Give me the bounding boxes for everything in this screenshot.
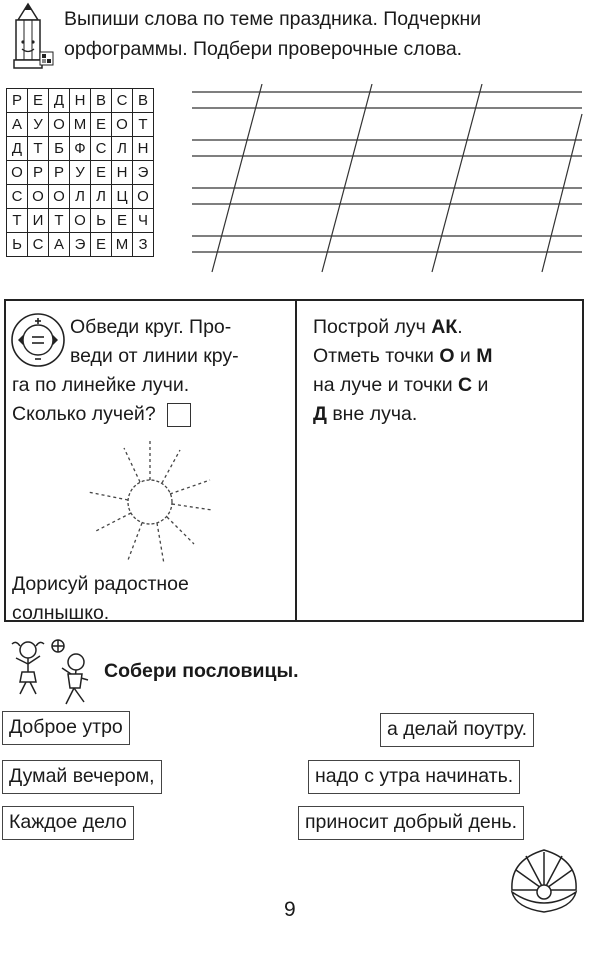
proverb-right-2[interactable]: надо с утра начинать. bbox=[308, 760, 520, 794]
answer-box[interactable] bbox=[167, 403, 191, 427]
text-segment: и bbox=[454, 345, 477, 367]
grid-cell[interactable]: И bbox=[28, 209, 49, 233]
grid-cell[interactable]: А bbox=[7, 113, 28, 137]
text-segment: вне луча. bbox=[326, 403, 418, 425]
grid-cell[interactable]: Д bbox=[49, 89, 70, 113]
text-segment: на луче и точки bbox=[313, 374, 459, 396]
task2-right-line3 bbox=[313, 371, 488, 400]
pencil-icon bbox=[6, 2, 56, 76]
grid-cell[interactable]: Е bbox=[91, 113, 112, 137]
grid-cell[interactable]: Ч bbox=[133, 209, 154, 233]
grid-cell[interactable]: У bbox=[28, 113, 49, 137]
point-label-s: С bbox=[458, 374, 473, 396]
letter-grid bbox=[6, 88, 154, 257]
grid-cell[interactable]: Л bbox=[91, 185, 112, 209]
grid-cell[interactable]: Л bbox=[70, 185, 91, 209]
point-label-m: М bbox=[476, 345, 493, 367]
task1-instruction: Выпиши слова по теме праздника. Подчеркни орфограммы. Подбери проверочные слова. bbox=[64, 8, 482, 60]
grid-row bbox=[7, 209, 154, 233]
grid-cell[interactable]: Т bbox=[7, 209, 28, 233]
task2-left-footer1: Дорисуй радостное bbox=[12, 573, 189, 595]
grid-row bbox=[7, 233, 154, 257]
grid-cell[interactable]: О bbox=[28, 185, 49, 209]
writing-lines bbox=[190, 84, 588, 274]
grid-cell[interactable]: М bbox=[70, 113, 91, 137]
text-segment: Построй луч bbox=[313, 316, 432, 338]
compare-icon bbox=[10, 312, 66, 368]
task2-left-line4 bbox=[12, 400, 191, 429]
grid-cell[interactable]: Ф bbox=[70, 137, 91, 161]
grid-cell[interactable]: С bbox=[91, 137, 112, 161]
task2-right-line2 bbox=[313, 342, 493, 371]
grid-cell[interactable]: О bbox=[133, 185, 154, 209]
grid-cell[interactable]: Ь bbox=[91, 209, 112, 233]
grid-cell[interactable]: Э bbox=[70, 233, 91, 257]
point-label-d: Д bbox=[313, 403, 327, 425]
ray-label: АК bbox=[431, 316, 458, 338]
panel-divider bbox=[295, 299, 297, 622]
grid-row bbox=[7, 185, 154, 209]
task2-right-line1 bbox=[313, 313, 463, 342]
point-label-o: О bbox=[439, 345, 455, 367]
seashell-icon bbox=[506, 846, 582, 916]
grid-cell[interactable]: Р bbox=[28, 161, 49, 185]
proverb-left-3[interactable]: Каждое дело bbox=[2, 806, 134, 840]
grid-cell[interactable]: О bbox=[70, 209, 91, 233]
task2-right-line4 bbox=[313, 400, 417, 429]
grid-cell[interactable]: Т bbox=[133, 113, 154, 137]
grid-cell[interactable]: О bbox=[7, 161, 28, 185]
grid-cell[interactable]: О bbox=[49, 113, 70, 137]
proverb-right-1[interactable]: а делай поутру. bbox=[380, 713, 534, 747]
page-number: 9 bbox=[284, 898, 296, 921]
grid-cell[interactable]: О bbox=[49, 185, 70, 209]
grid-cell[interactable]: С bbox=[7, 185, 28, 209]
grid-cell[interactable]: В bbox=[91, 89, 112, 113]
grid-cell[interactable]: Е bbox=[91, 233, 112, 257]
grid-cell[interactable]: М bbox=[112, 233, 133, 257]
grid-cell[interactable]: Ц bbox=[112, 185, 133, 209]
grid-cell[interactable]: Д bbox=[7, 137, 28, 161]
grid-cell[interactable]: А bbox=[49, 233, 70, 257]
grid-cell[interactable]: Н bbox=[112, 161, 133, 185]
grid-cell[interactable]: О bbox=[112, 113, 133, 137]
text-segment: Отметь точки bbox=[313, 345, 440, 367]
text-segment: . bbox=[457, 316, 463, 338]
grid-cell[interactable]: Р bbox=[7, 89, 28, 113]
grid-cell[interactable]: С bbox=[28, 233, 49, 257]
text-segment: и bbox=[472, 374, 489, 396]
grid-cell[interactable]: В bbox=[133, 89, 154, 113]
grid-cell[interactable]: Т bbox=[28, 137, 49, 161]
task2-left-line2: веди от линии кру- bbox=[70, 345, 239, 367]
grid-row bbox=[7, 161, 154, 185]
grid-cell[interactable]: У bbox=[70, 161, 91, 185]
grid-cell[interactable]: Э bbox=[133, 161, 154, 185]
grid-cell[interactable]: Н bbox=[70, 89, 91, 113]
grid-cell[interactable]: З bbox=[133, 233, 154, 257]
task2-left-footer2: солнышко. bbox=[12, 602, 110, 624]
grid-cell[interactable]: Л bbox=[112, 137, 133, 161]
proverb-left-1[interactable]: Доброе утро bbox=[2, 711, 130, 745]
grid-row bbox=[7, 137, 154, 161]
sun-drawing bbox=[84, 436, 216, 566]
grid-cell[interactable]: Е bbox=[112, 209, 133, 233]
grid-cell[interactable]: Н bbox=[133, 137, 154, 161]
grid-cell[interactable]: Ь bbox=[7, 233, 28, 257]
task2-left-line1: Обведи круг. Про- bbox=[70, 316, 232, 338]
proverb-left-2[interactable]: Думай вечером, bbox=[2, 760, 162, 794]
grid-cell[interactable]: Б bbox=[49, 137, 70, 161]
task2-left-question: Сколько лучей? bbox=[12, 403, 156, 425]
grid-cell[interactable]: Т bbox=[49, 209, 70, 233]
grid-cell[interactable]: С bbox=[112, 89, 133, 113]
proverb-right-3[interactable]: приносит добрый день. bbox=[298, 806, 524, 840]
grid-row bbox=[7, 113, 154, 137]
task2-left-line3: га по линейке лучи. bbox=[12, 374, 190, 396]
grid-cell[interactable]: Р bbox=[49, 161, 70, 185]
grid-cell[interactable]: Е bbox=[91, 161, 112, 185]
children-playing-icon bbox=[8, 636, 100, 708]
grid-row bbox=[7, 89, 154, 113]
task3-title: Собери пословицы. bbox=[104, 660, 299, 682]
grid-cell[interactable]: Е bbox=[28, 89, 49, 113]
